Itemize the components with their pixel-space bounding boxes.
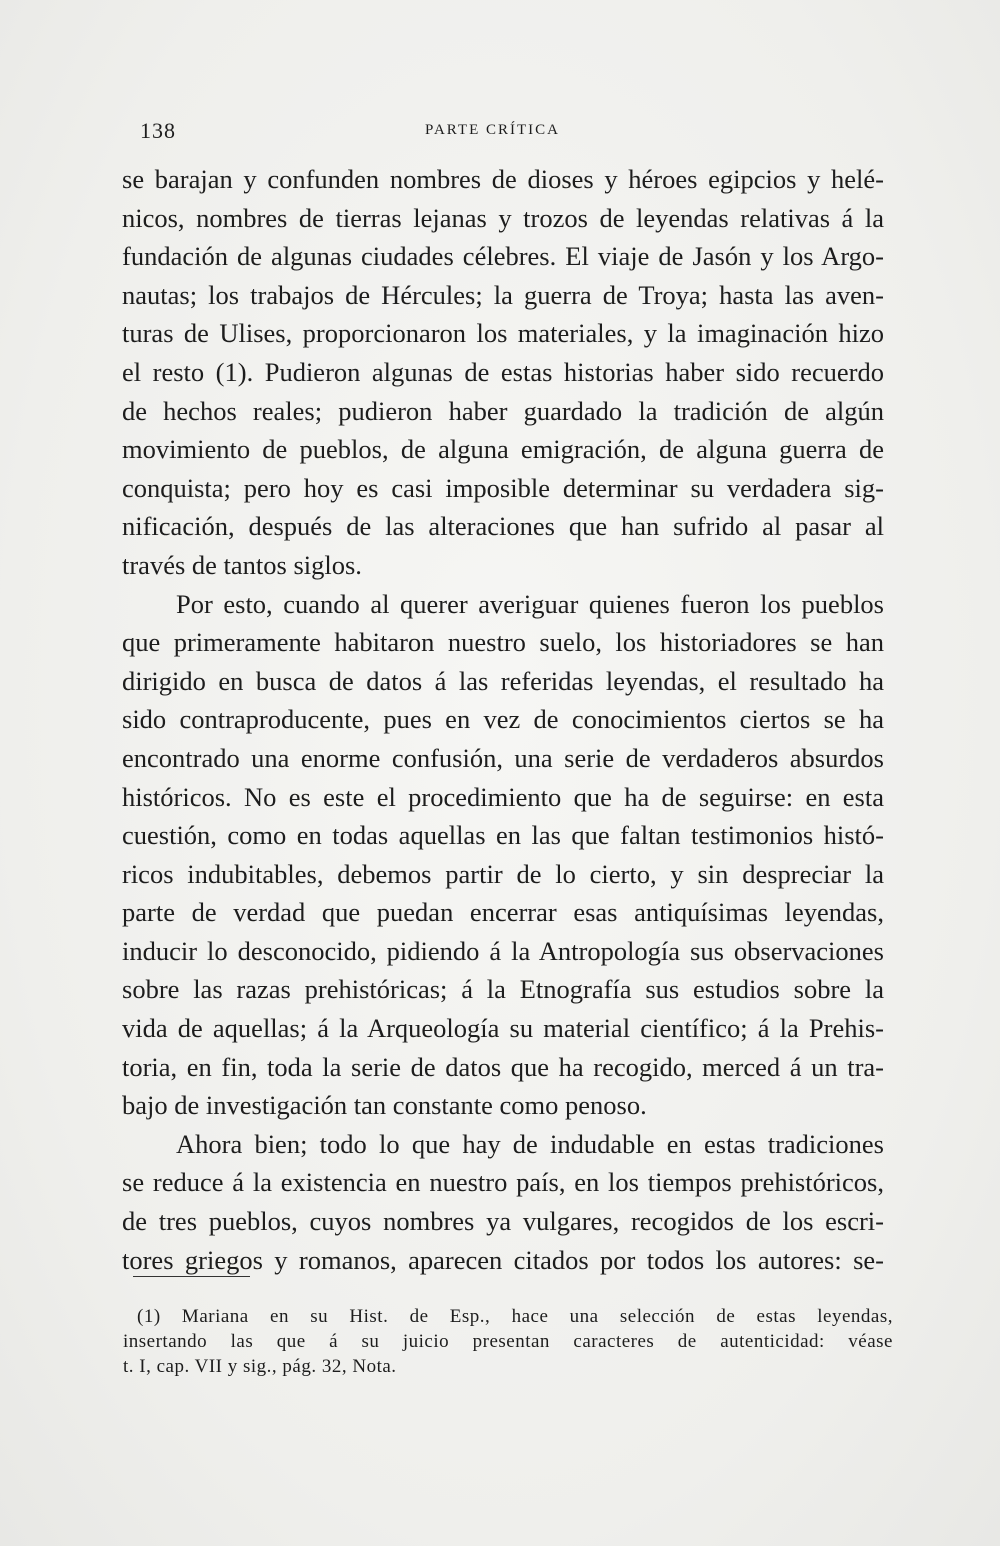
- text-line: conquista; pero hoy es casi imposible determinar su verdadera sig-: [122, 472, 884, 503]
- text-line: inducir lo desconocido, pidiendo á la Antropología sus observaciones: [122, 935, 884, 966]
- text-line: fundación de algunas ciudades célebres. El viaje de Jasón y los Argo-: [122, 241, 884, 272]
- text-line: nicos, nombres de tierras lejanas y trozos de leyendas relativas á la: [122, 202, 884, 233]
- text-line: de tres pueblos, cuyos nombres ya vulgares, recogidos de los escri-: [122, 1206, 884, 1237]
- footnote: [123, 1304, 893, 1379]
- text-line: nificación, después de las alteraciones que han sufrido al pasar al: [122, 511, 884, 542]
- text-line: toria, en fin, toda la serie de datos que ha recogido, merced á un tra-: [122, 1051, 884, 1082]
- body-text: [122, 160, 884, 1279]
- page-header: [128, 118, 890, 148]
- text-line: cuestión, como en todas aquellas en las que faltan testimonios histó-: [122, 820, 884, 851]
- text-line: movimiento de pueblos, de alguna emigración, de alguna guerra de: [122, 434, 884, 465]
- text-line: ricos indubitables, debemos partir de lo cierto, y sin despreciar la: [122, 858, 884, 889]
- text-line: vida de aquellas; á la Arqueología su material científico; á la Prehis-: [122, 1013, 884, 1044]
- text-line: parte de verdad que puedan encerrar esas antiquísimas leyendas,: [122, 897, 884, 928]
- text-line: encontrado una enorme confusión, una serie de verdaderos absurdos: [122, 742, 884, 773]
- text-line: de hechos reales; pudieron haber guardado la tradición de algún: [122, 395, 884, 426]
- footnote-line: (1) Mariana en su Hist. de Esp., hace una selección de estas leyendas,: [137, 1306, 893, 1327]
- paragraph-start-line: Ahora bien; todo lo que hay de indudable en estas tradiciones: [176, 1128, 884, 1159]
- page-number: 138: [140, 118, 176, 143]
- text-line: tores griegos y romanos, aparecen citados por todos los autores: se-: [122, 1244, 884, 1275]
- footnote-line: t. I, cap. VII y sig., pág. 32, Nota.: [123, 1356, 397, 1377]
- text-line: sido contraproducente, pues en vez de conocimientos ciertos se ha: [122, 704, 884, 735]
- text-line: históricos. No es este el procedimiento que ha de seguirse: en esta: [122, 781, 884, 812]
- footnote-divider: [133, 1276, 250, 1277]
- text-line: dirigido en busca de datos á las referidas leyendas, el resultado ha: [122, 665, 884, 696]
- paragraph-end-line: bajo de investigación tan constante como penoso.: [122, 1090, 647, 1121]
- text-line: nautas; los trabajos de Hércules; la guerra de Troya; hasta las aven-: [122, 279, 884, 310]
- text-line: el resto (1). Pudieron algunas de estas historias haber sido recuerdo: [122, 356, 884, 387]
- text-line: que primeramente habitaron nuestro suelo, los historiadores se han: [122, 627, 884, 658]
- footnote-line: insertando las que á su juicio presentan caracteres de autenticidad: véase: [123, 1331, 893, 1352]
- paragraph-start-line: Por esto, cuando al querer averiguar quienes fueron los pueblos: [176, 588, 884, 619]
- text-line: se barajan y confunden nombres de dioses y héroes egipcios y helé-: [122, 164, 884, 194]
- text-line: turas de Ulises, proporcionaron los materiales, y la imaginación hizo: [122, 318, 884, 349]
- text-line: sobre las razas prehistóricas; á la Etnografía sus estudios sobre la: [122, 974, 884, 1005]
- paragraph-end-line: través de tantos siglos.: [122, 549, 362, 580]
- text-line: se reduce á la existencia en nuestro país, en los tiempos prehistóricos,: [122, 1167, 884, 1198]
- running-head: PARTE CRÍTICA: [425, 122, 560, 138]
